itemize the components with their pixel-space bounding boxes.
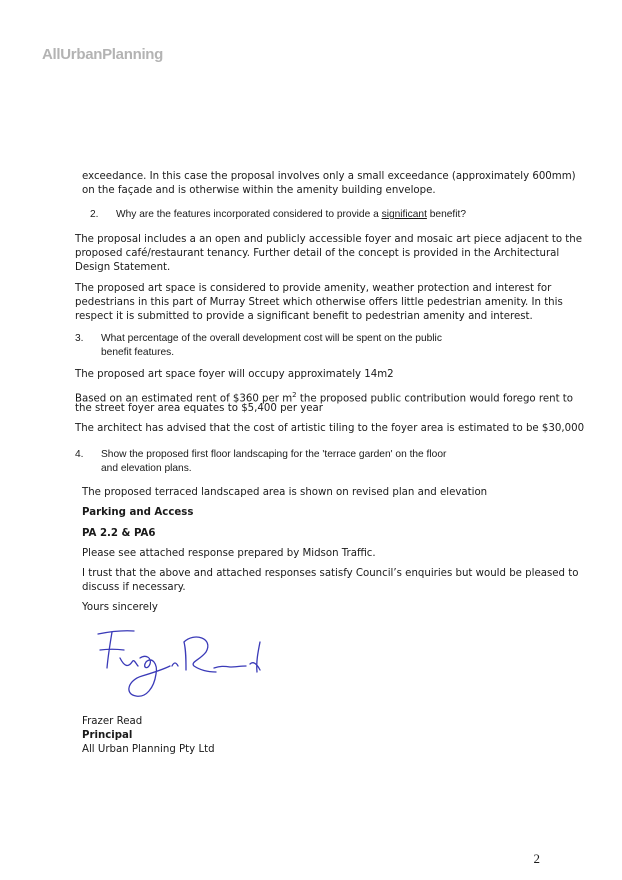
question-4-text: and elevation plans. xyxy=(101,463,192,474)
paragraph-line: pedestrians in this part of Murray Street which otherwise offers little pedestrian amenity. In this xyxy=(75,297,563,308)
question-2 xyxy=(90,208,466,222)
paragraph-line: Design Statement. xyxy=(75,262,171,273)
question-3-text: What percentage of the overall development cost will be spent on the public xyxy=(101,333,442,344)
paragraph-line: The proposed art space is considered to provide amenity, weather protection and interest for xyxy=(75,283,552,294)
signature-image xyxy=(90,622,280,704)
paragraph-line: Based on an estimated rent of $360 per $m^2$ the proposed public contribution would forego rent to xyxy=(75,391,574,405)
paragraph-line: I trust that the above and attached responses satisfy Council’s enquiries but would be pleased to xyxy=(82,568,579,579)
page-number: 2 xyxy=(533,851,540,866)
question-3-number: 3. xyxy=(75,333,84,344)
paragraph-line: the street foyer area equates to $5,400 per year xyxy=(75,403,323,414)
question-text: Why are the features incorporated considered to provide a xyxy=(116,209,382,220)
closing-salutation: Yours sincerely xyxy=(82,602,158,613)
paragraph-line: The proposed art space foyer will occupy approximately 14m2 xyxy=(75,369,394,380)
question-4-number: 4. xyxy=(75,449,84,460)
company-logo: AllUrbanPlanning xyxy=(42,46,164,63)
paragraph-line: exceedance. In this case the proposal involves only a small exceedance (approximately 600mm) xyxy=(82,171,576,182)
question-4-text: Show the proposed first floor landscaping for the 'terrace garden' on the floor xyxy=(101,449,447,460)
paragraph-line: respect it is submitted to provide a significant benefit to pedestrian amenity and interest. xyxy=(75,311,533,322)
paragraph-line: proposed café/restaurant tenancy. Further detail of the concept is provided in the Architectural xyxy=(75,248,560,259)
paragraph-line: on the façade and is otherwise within the amenity building envelope. xyxy=(82,185,436,196)
question-emphasis: significant xyxy=(381,209,427,220)
question-3-text: benefit features. xyxy=(101,347,175,358)
paragraph-line: The proposal includes a an open and publicly accessible foyer and mosaic art piece adjacent to the xyxy=(75,234,583,245)
question-text: benefit? xyxy=(426,209,466,220)
paragraph-line: Please see attached response prepared by Midson Traffic. xyxy=(82,548,376,559)
section-heading: Parking and Access xyxy=(82,507,194,518)
section-subheading: PA 2.2 & PA6 xyxy=(82,528,156,539)
signatory-company: All Urban Planning Pty Ltd xyxy=(82,744,215,755)
paragraph-line: The architect has advised that the cost of artistic tiling to the foyer area is estimated to be $30,000 xyxy=(75,423,585,434)
signatory-name: Frazer Read xyxy=(82,716,143,727)
question-number: 2. xyxy=(90,209,99,220)
paragraph-line: The proposed terraced landscaped area is shown on revised plan and elevation xyxy=(82,487,488,498)
signatory-title: Principal xyxy=(82,730,133,741)
paragraph-line: discuss if necessary. xyxy=(82,582,186,593)
